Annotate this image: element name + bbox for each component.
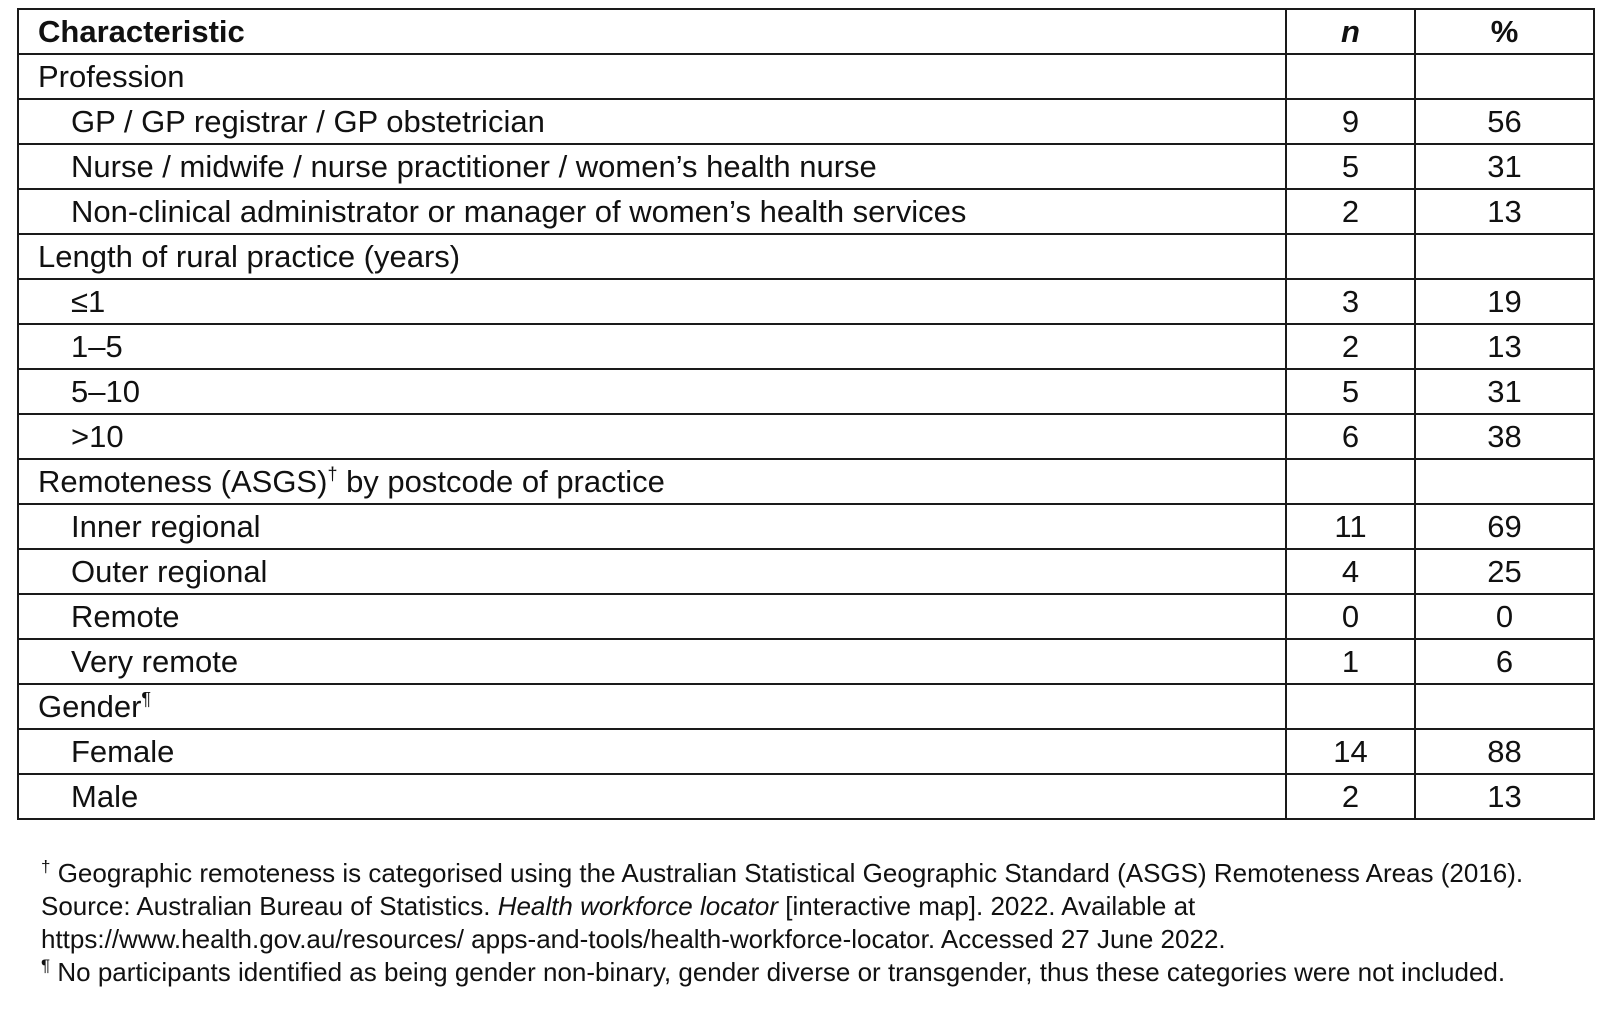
cell-characteristic: [18, 279, 1286, 324]
table-header-row: [18, 9, 1594, 54]
table-row: [18, 774, 1594, 819]
cell-characteristic: [18, 729, 1286, 774]
footnote-pilcrow-text: No participants identified as being gender non-binary, gender diverse or transgender, thus these categories were not included.: [50, 957, 1506, 987]
cell-characteristic: [18, 99, 1286, 144]
cell-characteristic: [18, 369, 1286, 414]
cell-characteristic: [18, 414, 1286, 459]
table-row: [18, 324, 1594, 369]
cell-percent: 31: [1415, 369, 1594, 414]
cell-percent: 88: [1415, 729, 1594, 774]
header-percent: %: [1415, 9, 1594, 54]
cell-n: 3: [1286, 279, 1415, 324]
table-row: [18, 639, 1594, 684]
header-characteristic: Characteristic: [18, 9, 1286, 54]
cell-percent: 25: [1415, 549, 1594, 594]
footnote-remoteness: [41, 857, 1581, 956]
cell-characteristic: [18, 144, 1286, 189]
cell-n: 9: [1286, 99, 1415, 144]
table-row: [18, 99, 1594, 144]
cell-percent: [1415, 234, 1594, 279]
footnote-dagger-mark: †: [41, 857, 51, 876]
cell-characteristic: [18, 639, 1286, 684]
cell-characteristic: [18, 774, 1286, 819]
cell-n: 5: [1286, 369, 1415, 414]
cell-n: 4: [1286, 549, 1415, 594]
characteristic-label: ≤1: [71, 284, 106, 319]
characteristic-label: Gender: [38, 689, 142, 724]
cell-percent: 0: [1415, 594, 1594, 639]
characteristic-label: Remoteness (ASGS): [38, 464, 328, 499]
cell-characteristic: [18, 189, 1286, 234]
cell-percent: 69: [1415, 504, 1594, 549]
characteristic-label: 5–10: [71, 374, 140, 409]
characteristic-label: Non-clinical administrator or manager of women’s health services: [71, 194, 967, 229]
cell-characteristic: [18, 594, 1286, 639]
cell-characteristic: [18, 504, 1286, 549]
table-row: [18, 189, 1594, 234]
characteristics-table: [17, 8, 1595, 820]
cell-n: [1286, 459, 1415, 504]
cell-n: [1286, 684, 1415, 729]
footnote-pilcrow-mark: ¶: [41, 956, 51, 975]
footnote-dagger-text-before: Geographic remoteness is categorised using the Australian Statistical Geographic Standard (ASGS) Remoteness Areas (2016). Source: Australian Bureau of Statistics.: [41, 858, 1524, 921]
table-row: [18, 414, 1594, 459]
cell-n: [1286, 54, 1415, 99]
cell-percent: [1415, 459, 1594, 504]
characteristic-label: >10: [71, 419, 124, 454]
footnote-marker: ¶: [141, 689, 152, 709]
table-row: [18, 369, 1594, 414]
cell-n: 6: [1286, 414, 1415, 459]
table-group-row: [18, 459, 1594, 504]
characteristic-label: Male: [71, 779, 139, 814]
characteristic-label: Female: [71, 734, 175, 769]
cell-n: 2: [1286, 189, 1415, 234]
cell-n: [1286, 234, 1415, 279]
cell-n: 1: [1286, 639, 1415, 684]
cell-characteristic: [18, 549, 1286, 594]
cell-n: 5: [1286, 144, 1415, 189]
table-row: [18, 144, 1594, 189]
cell-percent: 38: [1415, 414, 1594, 459]
footnote-dagger-text-after: [interactive map]. 2022. Available at https://www.health.gov.au/resources/ apps-and-tools/health-workforce-locator. Accessed 27 June 2022.: [41, 891, 1226, 954]
cell-percent: 13: [1415, 324, 1594, 369]
table-row: [18, 594, 1594, 639]
cell-percent: 13: [1415, 189, 1594, 234]
cell-n: 11: [1286, 504, 1415, 549]
cell-n: 2: [1286, 774, 1415, 819]
cell-percent: [1415, 54, 1594, 99]
table-row: [18, 279, 1594, 324]
footnotes: [41, 857, 1581, 989]
footnote-marker: †: [327, 464, 338, 484]
table-row: [18, 549, 1594, 594]
cell-characteristic: [18, 324, 1286, 369]
characteristic-label: Nurse / midwife / nurse practitioner / women’s health nurse: [71, 149, 877, 184]
cell-percent: 13: [1415, 774, 1594, 819]
table-group-row: [18, 684, 1594, 729]
table-row: [18, 729, 1594, 774]
footnote-dagger-italic: Health workforce locator: [497, 891, 779, 921]
table-row: [18, 504, 1594, 549]
table-group-row: [18, 234, 1594, 279]
characteristic-label: Profession: [38, 59, 185, 94]
cell-characteristic: [18, 459, 1286, 504]
table-body: [18, 54, 1594, 819]
cell-percent: 6: [1415, 639, 1594, 684]
footnote-gender: [41, 956, 1581, 989]
characteristic-label: Inner regional: [71, 509, 261, 544]
cell-n: 14: [1286, 729, 1415, 774]
characteristic-label: 1–5: [71, 329, 123, 364]
cell-characteristic: [18, 234, 1286, 279]
cell-characteristic: [18, 684, 1286, 729]
characteristic-label: Outer regional: [71, 554, 268, 589]
characteristic-label: Remote: [71, 599, 180, 634]
cell-percent: 19: [1415, 279, 1594, 324]
cell-n: 2: [1286, 324, 1415, 369]
characteristic-label: GP / GP registrar / GP obstetrician: [71, 104, 545, 139]
cell-percent: 31: [1415, 144, 1594, 189]
cell-characteristic: [18, 54, 1286, 99]
header-n: n: [1286, 9, 1415, 54]
cell-percent: [1415, 684, 1594, 729]
cell-n: 0: [1286, 594, 1415, 639]
characteristic-label: Length of rural practice (years): [38, 239, 461, 274]
characteristic-label: Very remote: [71, 644, 239, 679]
characteristic-label-suffix: by postcode of practice: [337, 464, 665, 499]
cell-percent: 56: [1415, 99, 1594, 144]
table-group-row: [18, 54, 1594, 99]
